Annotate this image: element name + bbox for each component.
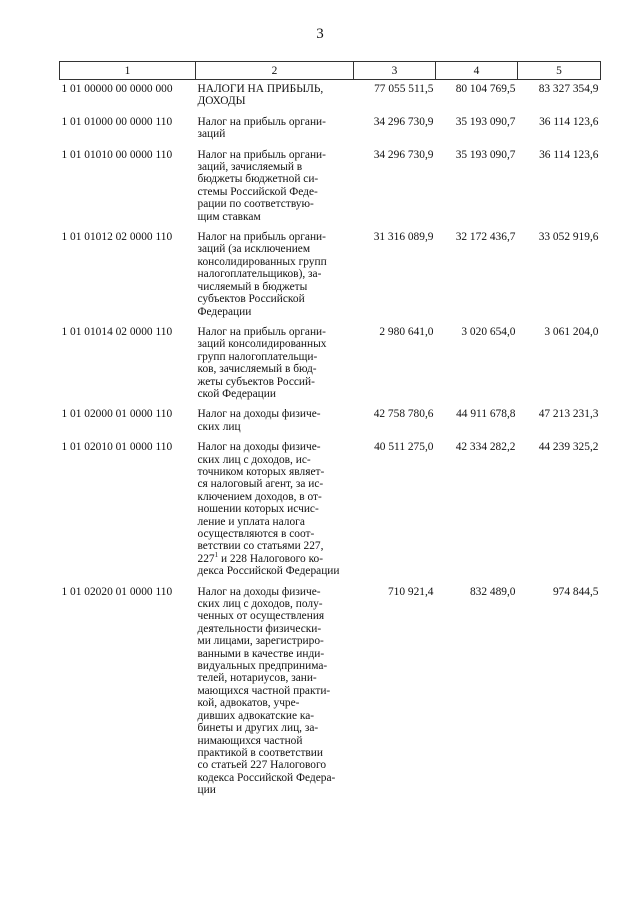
- amount-year-1: 2 980 641,0: [379, 325, 434, 338]
- revenue-name-line: ся налоговый агент, за ис-: [197, 478, 324, 491]
- classification-code: 1 01 02010 01 0000 110: [61, 441, 173, 454]
- revenue-name-line: ношении которых исчис-: [197, 503, 319, 516]
- amount-year-2: 3 020 654,0: [461, 325, 516, 338]
- revenue-name-line: кодекса Российской Федера-: [197, 771, 336, 784]
- revenue-name-line: Налог на прибыль органи-: [197, 231, 326, 244]
- revenue-name-line: рации по соответствую-: [197, 198, 314, 211]
- column-header-year-2: 4: [436, 62, 518, 80]
- revenue-name-line: Налог на доходы физиче-: [197, 408, 321, 421]
- amount-year-2: 832 489,0: [469, 585, 516, 598]
- revenue-name: [196, 228, 354, 323]
- revenue-name-line: ДОХОДЫ: [197, 95, 246, 108]
- revenue-name-line: декса Российской Федерации: [197, 565, 340, 578]
- classification-code: 1 01 00000 00 0000 000: [61, 83, 173, 95]
- amount-year-3: 974 844,5: [552, 585, 599, 598]
- revenue-name-line: дивших адвокатские ка-: [197, 709, 315, 722]
- revenue-name-line: ских лиц с доходов, полу-: [197, 598, 323, 611]
- table-header-row: [60, 62, 601, 80]
- table-row: [60, 113, 601, 146]
- amount-year-2: 42 334 282,2: [455, 441, 516, 454]
- revenue-name-line: субъектов Российской: [197, 293, 305, 306]
- classification-code: 1 01 01000 00 0000 110: [61, 115, 173, 128]
- revenue-name-line: ключением доходов, в от-: [197, 490, 322, 503]
- footnote-superscript: 1: [214, 551, 219, 560]
- amount-year-3: 33 052 919,6: [538, 231, 599, 244]
- revenue-name-line: заций: [197, 128, 226, 141]
- revenue-name: [196, 80, 354, 113]
- amount-year-3: 44 239 325,2: [538, 441, 599, 454]
- revenue-name-line: Налог на прибыль органи-: [197, 115, 326, 128]
- revenue-name: [196, 323, 354, 405]
- revenue-name-line: ков, зачисляемый в бюд-: [197, 363, 317, 376]
- revenue-name-line: ветствии со статьями 227,: [197, 540, 324, 553]
- table-row: [60, 228, 601, 323]
- revenue-name-line: Налог на доходы физиче-: [197, 441, 321, 454]
- revenue-name-line: ление и уплата налога: [197, 515, 305, 528]
- revenue-name-line: осуществляются в соот-: [197, 528, 315, 540]
- revenue-name: [196, 146, 354, 228]
- column-header-code: 1: [60, 62, 196, 80]
- table-row: [60, 323, 601, 405]
- revenue-name: [196, 438, 354, 582]
- revenue-name-line: Налог на прибыль органи-: [197, 148, 326, 161]
- revenue-name-line: Налог на прибыль органи-: [197, 325, 326, 338]
- table-row: [60, 438, 601, 582]
- amount-year-1: 34 296 730,9: [373, 148, 434, 161]
- amount-year-2: 80 104 769,5: [455, 83, 516, 95]
- revenue-name-line: заций консолидированных: [197, 338, 327, 351]
- amount-year-2: 35 193 090,7: [455, 115, 516, 128]
- revenue-name-line: нимающихся частной: [197, 734, 303, 747]
- revenue-name-line: ской Федерации: [197, 387, 276, 400]
- revenue-name-line: телей, нотариусов, зани-: [197, 672, 317, 685]
- amount-year-3: 3 061 204,0: [544, 325, 599, 338]
- amount-year-1: 31 316 089,9: [373, 231, 434, 244]
- table-row: [60, 80, 601, 113]
- amount-year-3: 36 114 123,6: [539, 148, 599, 161]
- revenue-name-line: мающихся частной практи-: [197, 684, 331, 697]
- page-number: 3: [316, 26, 324, 42]
- revenue-name-line: заций (за исключением: [197, 243, 311, 256]
- table-row: [60, 405, 601, 438]
- revenue-name-line: бинеты и других лиц, за-: [197, 722, 319, 735]
- revenue-name-line: ми лицами, зарегистриро-: [197, 635, 324, 648]
- revenue-name-line: ванными в качестве инди-: [197, 647, 325, 660]
- classification-code: 1 01 01010 00 0000 110: [61, 148, 173, 161]
- revenue-name-line: практикой в соответствии: [197, 746, 323, 759]
- amount-year-3: 83 327 354,9: [538, 83, 599, 95]
- amount-year-3: 47 213 231,3: [538, 408, 599, 421]
- revenue-name-line: налогоплательщиков), за-: [197, 268, 322, 281]
- revenue-name-line: ских лиц с доходов, ис-: [197, 453, 311, 466]
- revenue-name-line: Федерации: [197, 305, 252, 318]
- classification-code: 1 01 02000 01 0000 110: [61, 408, 173, 421]
- article-number: 227: [197, 552, 215, 565]
- amount-year-2: 35 193 090,7: [455, 148, 516, 161]
- amount-year-1: 710 921,4: [387, 585, 434, 598]
- revenue-name-line: щим ставкам: [197, 210, 261, 223]
- revenue-name-line: кой, адвокатов, учре-: [197, 697, 300, 710]
- revenue-name-line: консолидированных групп: [197, 255, 327, 268]
- revenue-name-fragment: и 228 Налогового ко-: [220, 552, 324, 565]
- revenue-name-line: числяемый в бюджеты: [197, 280, 308, 293]
- revenue-name-line: бюджеты бюджетной си-: [197, 173, 319, 186]
- revenue-name-line: НАЛОГИ НА ПРИБЫЛЬ,: [197, 83, 324, 95]
- amount-year-1: 77 055 511,5: [374, 83, 434, 95]
- revenue-name-line: точником которых являет-: [197, 465, 325, 478]
- revenue-name-line: ции: [197, 784, 216, 797]
- revenue-name-line: заций, зачисляемый в: [197, 161, 303, 174]
- amount-year-2: 44 911 678,8: [456, 408, 516, 421]
- amount-year-1: 40 511 275,0: [374, 441, 434, 454]
- classification-code: 1 01 02020 01 0000 110: [61, 585, 173, 598]
- revenue-name-line: Налог на доходы физиче-: [197, 585, 321, 598]
- revenue-name-line: ченных от осуществления: [197, 610, 325, 623]
- revenue-name-line: стемы Российской Феде-: [197, 185, 318, 198]
- amount-year-2: 32 172 436,7: [455, 231, 516, 244]
- amount-year-1: 42 758 780,6: [373, 408, 434, 421]
- revenue-name-line: групп налогоплательщи-: [197, 350, 318, 363]
- table-row: [60, 583, 601, 802]
- classification-code: 1 01 01012 02 0000 110: [61, 231, 173, 244]
- amount-year-3: 36 114 123,6: [539, 115, 599, 128]
- budget-revenue-table: [59, 61, 601, 802]
- revenue-name: [196, 405, 354, 438]
- column-header-year-1: 3: [354, 62, 436, 80]
- revenue-name: [196, 583, 354, 802]
- revenue-name-line: деятельности физически-: [197, 622, 322, 635]
- revenue-name: [196, 113, 354, 146]
- classification-code: 1 01 01014 02 0000 110: [61, 325, 173, 338]
- column-header-year-3: 5: [518, 62, 601, 80]
- revenue-name-line: [198, 553, 352, 565]
- table-row: [60, 146, 601, 228]
- amount-year-1: 34 296 730,9: [373, 115, 434, 128]
- revenue-name-line: видуальных предпринима-: [197, 660, 328, 673]
- revenue-name-line: ских лиц: [197, 420, 241, 433]
- column-header-name: 2: [196, 62, 354, 80]
- revenue-name-line: со статьей 227 Налогового: [197, 759, 327, 772]
- revenue-name-line: жеты субъектов Россий-: [197, 375, 315, 388]
